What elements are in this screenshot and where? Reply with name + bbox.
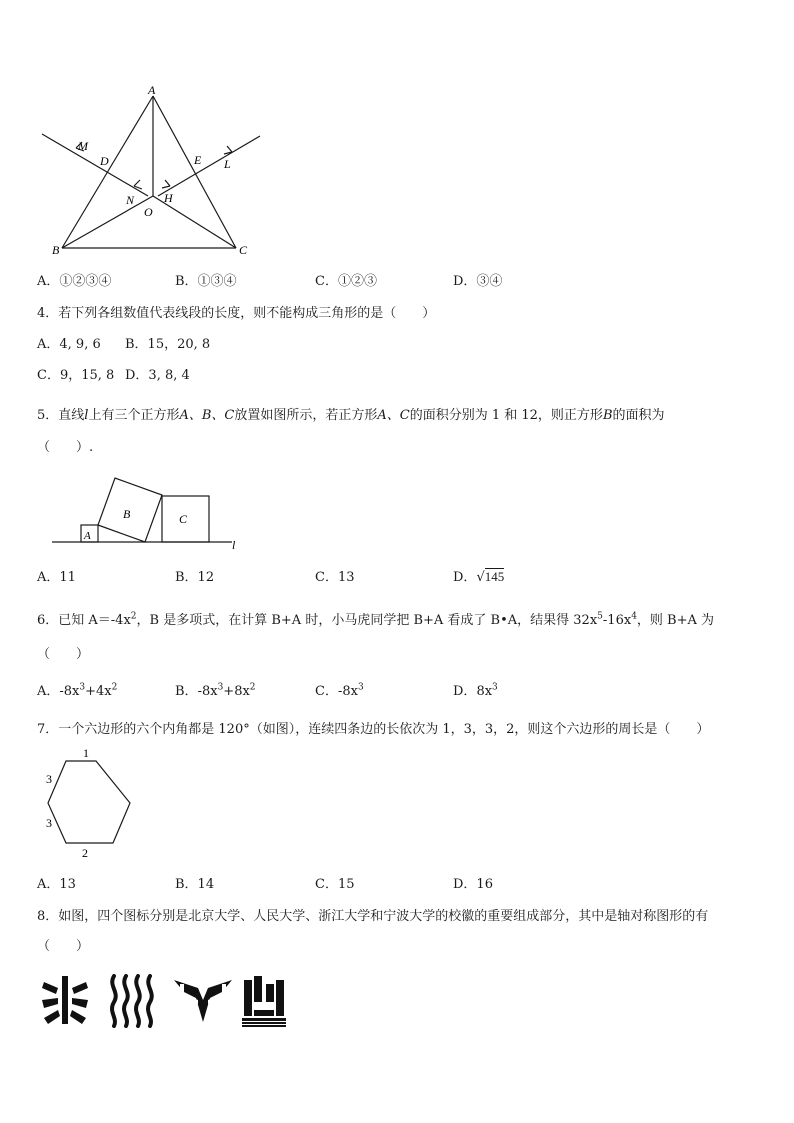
q7-option-a[interactable]: A．13 — [37, 877, 76, 892]
q5-label-B: B — [123, 507, 131, 521]
ningbo-university-emblem — [240, 974, 288, 1028]
q7-option-c[interactable]: C．15 — [315, 877, 355, 892]
hex-label-top: 1 — [83, 746, 89, 760]
q4-option-a[interactable]: A．4, 9, 6 — [37, 337, 101, 352]
q6-option-b[interactable]: B．$-8x^3+8x^2$ — [175, 682, 256, 699]
sqrt-radicand: 145 — [484, 569, 505, 584]
q8-stem: 8．如图，四个图标分别是北京大学、人民大学、浙江大学和宁波大学的校徽的重要组成部分，其中是轴对称图形的有 — [37, 909, 709, 924]
peking-university-emblem — [40, 974, 90, 1026]
q4-option-c[interactable]: C．9，15, 8 — [37, 368, 115, 383]
q5-stem: 5．直线l上有三个正方形A、B、C放置如图所示，若正方形A、C的面积分别为 1 和 12，则正方形B的面积为 — [37, 408, 665, 423]
q6-paren: （ ） — [37, 647, 90, 662]
q6-option-c[interactable]: C．$-8x^3$ — [315, 682, 364, 699]
q5-label-l: l — [232, 538, 236, 552]
label-N: N — [126, 193, 135, 207]
q3-option-a[interactable]: A．①②③④ — [37, 274, 112, 289]
label-E: E — [194, 153, 202, 167]
q7-hexagon-figure — [38, 745, 138, 860]
q7-stem: 7．一个六边形的六个内角都是 120°（如图），连续四条边的长依次为 1，3，3，2，则这个六边形的周长是（ ） — [37, 722, 710, 737]
q3-option-b[interactable]: B．①③④ — [175, 274, 237, 289]
label-D: D — [100, 154, 109, 168]
hex-label-upper-left: 3 — [46, 772, 52, 786]
q4-option-b[interactable]: B．15，20, 8 — [125, 337, 211, 352]
q4-stem: 4．若下列各组数值代表线段的长度，则不能构成三角形的是（ ） — [37, 306, 436, 321]
label-M: M — [78, 139, 88, 153]
q7-option-b[interactable]: B．14 — [175, 877, 215, 892]
sqrt-symbol: √ — [476, 570, 485, 585]
q3-triangle-figure — [36, 80, 276, 260]
q4-option-d[interactable]: D．3, 8, 4 — [125, 368, 190, 383]
renmin-university-emblem — [106, 972, 158, 1028]
label-B: B — [52, 243, 60, 257]
q5-label-C: C — [179, 512, 188, 526]
q6-option-a[interactable]: A．$-8x^3+4x^2$ — [37, 682, 118, 699]
label-C: C — [239, 243, 248, 257]
q5-label-A: A — [84, 530, 91, 542]
hex-label-lower-left: 3 — [46, 816, 52, 830]
q3-option-c[interactable]: C．①②③ — [315, 274, 377, 289]
label-L: L — [224, 157, 231, 171]
label-H: H — [164, 191, 173, 205]
q3-option-d[interactable]: D．③④ — [453, 274, 503, 289]
q5-option-a[interactable]: A．11 — [37, 570, 76, 585]
zhejiang-university-emblem — [172, 976, 234, 1026]
q5-paren: （ ）. — [37, 440, 94, 455]
hex-label-bottom: 2 — [82, 846, 88, 860]
label-A: A — [148, 83, 156, 97]
q5-option-d[interactable]: D．√145 — [453, 569, 505, 585]
q7-option-d[interactable]: D．16 — [453, 877, 493, 892]
label-O: O — [144, 205, 153, 219]
q5-option-c[interactable]: C．13 — [315, 570, 355, 585]
q5-option-b[interactable]: B．12 — [175, 570, 215, 585]
q8-paren: （ ） — [37, 939, 90, 954]
q5-squares-figure — [48, 472, 248, 552]
q6-stem: 6．已知 $A=-4x^2$，B 是多项式，在计算 B+A 时，小马虎同学把 B+A 看成了 B•A，结果得 $32x^5-16x^4$，则 B+A 为 — [37, 611, 715, 628]
q6-option-d[interactable]: D．$8x^3$ — [453, 682, 498, 699]
